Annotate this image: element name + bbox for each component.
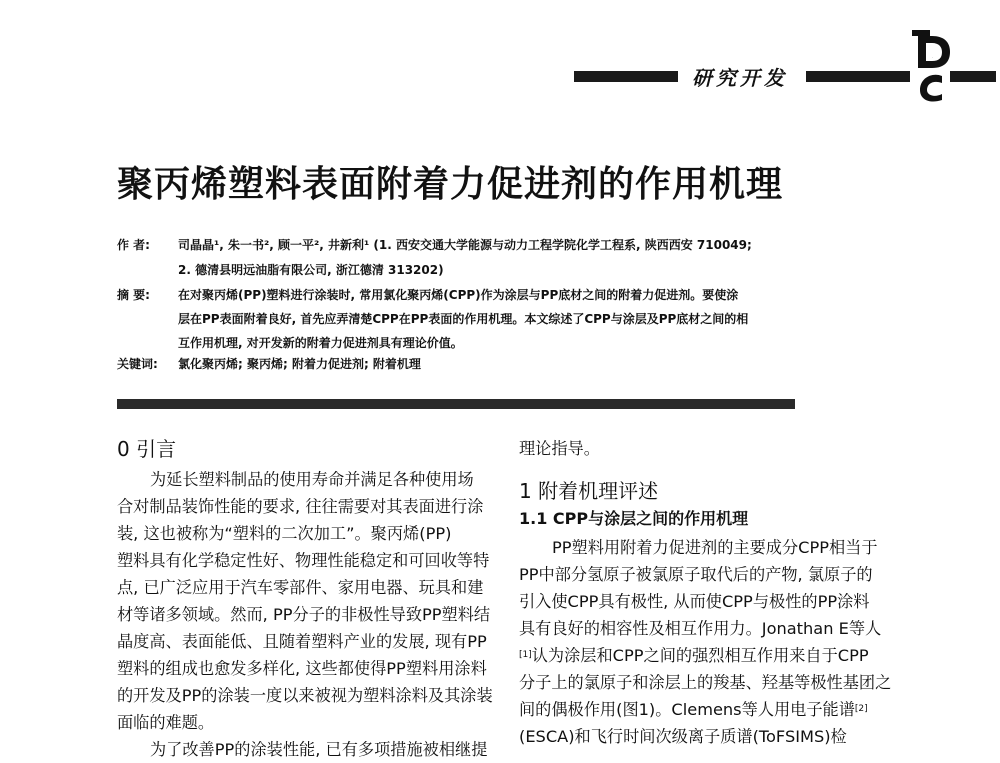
body-line: (ESCA)和飞行时间次级离子质谱(ToFSIMS)检 xyxy=(519,727,847,746)
intro-line: 为延长塑料制品的使用寿命并满足各种使用场 xyxy=(150,470,474,489)
abstract-line-2: 层在PP表面附着良好, 首先应弄清楚CPP在PP表面的作用机理。本文综述了CPP与涂层及PP底材之间的相 xyxy=(178,312,749,326)
section-label: 研究开发 xyxy=(692,66,788,90)
body-line: PP中部分氢原子被氯原子取代后的产物, 氯原子的 xyxy=(519,565,873,584)
intro-line: 装, 这也被称为“塑料的二次加工”。聚丙烯(PP) xyxy=(117,524,452,543)
intro-line: 合对制品装饰性能的要求, 往往需要对其表面进行涂 xyxy=(117,497,484,516)
keywords-label: 关键词: xyxy=(117,357,158,371)
intro-line: 面临的难题。 xyxy=(117,713,215,732)
body-line: 引入使CPP具有极性, 从而使CPP与极性的PP涂料 xyxy=(519,592,870,611)
authors-line-2: 2. 德清县明远油脂有限公司, 浙江德清 313202) xyxy=(178,263,444,277)
intro-line: 材等诸多领域。然而, PP分子的非极性导致PP塑料结 xyxy=(117,605,491,624)
body-line: 分子上的氯原子和涂层上的羧基、羟基等极性基团之 xyxy=(519,673,892,692)
intro-line: 为了改善PP的涂装性能, 已有多项措施被相继提 xyxy=(150,740,488,759)
body-line: 间的偶极作用(图1)。Clemens等人用电子能谱[2] xyxy=(519,700,868,719)
abstract-line-1: 在对聚丙烯(PP)塑料进行涂装时, 常用氯化聚丙烯(CPP)作为涂层与PP底材之间的附着力促进剂。要使涂 xyxy=(178,288,739,302)
intro-line: 点, 已广泛应用于汽车零部件、家用电器、玩具和建 xyxy=(117,578,484,597)
section-divider xyxy=(117,399,795,409)
intro-heading: 0 引言 xyxy=(117,437,177,461)
header-rule-right xyxy=(950,71,996,82)
header-rule-left xyxy=(574,71,678,82)
intro-line: 晶度高、表面能低、且随着塑料产业的发展, 现有PP xyxy=(117,632,487,651)
left-column xyxy=(117,436,492,763)
intro-line: 的开发及PP的涂装一度以来被视为塑料涂料及其涂装 xyxy=(117,686,493,705)
body-line: [1]认为涂层和CPP之间的强烈相互作用来自于CPP xyxy=(519,646,869,665)
right-column xyxy=(519,436,894,750)
intro-line: 塑料具有化学稳定性好、物理性能稳定和可回收等特 xyxy=(117,551,490,570)
authors-line-1: 司晶晶¹, 朱一书², 顾一平², 井新利¹ (1. 西安交通大学能源与动力工程学院化学工程系, 陕西西安 710049; xyxy=(178,238,752,252)
section-heading: 1 附着机理评述 xyxy=(519,479,659,503)
logo-letter: P xyxy=(932,58,933,59)
authors-label: 作 者: xyxy=(117,238,150,252)
reference-mark: [1] xyxy=(519,650,532,660)
keywords-text: 氯化聚丙烯; 聚丙烯; 附着力促进剂; 附着机理 xyxy=(178,357,421,371)
article-title: 聚丙烯塑料表面附着力促进剂的作用机理 xyxy=(117,164,784,205)
journal-logo-icon xyxy=(912,28,952,104)
intro-line: 塑料的组成也愈发多样化, 这些都使得PP塑料用涂料 xyxy=(117,659,487,678)
abstract-label: 摘 要: xyxy=(117,288,150,302)
body-line: PP塑料用附着力促进剂的主要成分CPP相当于 xyxy=(552,538,878,557)
subsection-heading: 1.1 CPP与涂层之间的作用机理 xyxy=(519,509,749,528)
abstract-line-3: 互作用机理, 对开发新的附着力促进剂具有理论价值。 xyxy=(178,336,463,350)
continued-text: 理论指导。 xyxy=(519,439,600,458)
reference-mark: [2] xyxy=(854,704,868,714)
header-rule-mid xyxy=(806,71,910,82)
body-line: 具有良好的相容性及相互作用力。Jonathan E等人 xyxy=(519,619,882,638)
